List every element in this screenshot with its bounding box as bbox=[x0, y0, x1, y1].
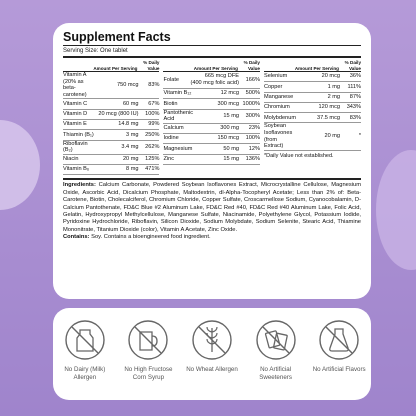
contains-text: Contains: Soy. Contains a bioengineered food ingredient. bbox=[63, 234, 211, 241]
table-row: Molybdenum 37.5 mcg 83% bbox=[264, 113, 361, 123]
table-row: Copper 1 mg 111% bbox=[264, 82, 361, 92]
facts-column-3: Amount Per Serving % Daily Value Selenium 20 mcg 36% Copper 1 mg 111% Manganese 2 mg 87% Chromium 120 mcg 343% Molybdenum 37.5 mcg 83% Soybean Isoflavones (from Extract) 20 mg * *Daily Value not established. bbox=[263, 60, 361, 159]
table-row: Thiamin (B₁) 3 mg 250% bbox=[63, 130, 159, 140]
no-hfcs-icon bbox=[126, 318, 170, 362]
table-row: Folate 665 mcg DFE (400 mcg folic acid) 166% bbox=[163, 72, 259, 89]
table-row: Pantothenic Acid 15 mg 300% bbox=[163, 109, 260, 123]
header-amount: Amount Per Serving bbox=[93, 65, 138, 71]
table-row: Calcium 300 mg 23% bbox=[163, 124, 259, 134]
table-row: Soybean Isoflavones (from Extract) 20 mg * bbox=[263, 123, 361, 150]
table-row: Vitamin E 14.8 mg 99% bbox=[63, 120, 159, 130]
table-row: Niacin 20 mg 125% bbox=[63, 155, 159, 165]
table-row: Iodine 150 mcg 100% bbox=[163, 134, 259, 144]
allergen-badges bbox=[53, 308, 371, 400]
badge-no-hfcs: No High Fructose Corn Syrup bbox=[118, 318, 178, 381]
facts-column-1 bbox=[63, 59, 159, 175]
table-row: Biotin 300 mcg 1000% bbox=[163, 99, 259, 109]
decor-blob-left bbox=[0, 120, 40, 210]
table-row: Zinc 15 mg 136% bbox=[163, 155, 259, 165]
table-row: Selenium 20 mcg 36% bbox=[264, 72, 361, 82]
table-row: Manganese 2 mg 87% bbox=[264, 93, 361, 103]
no-dairy-icon bbox=[63, 318, 107, 362]
no-flavor-icon bbox=[317, 318, 361, 362]
facts-table bbox=[63, 59, 361, 175]
badge-no-wheat: No Wheat Allergen bbox=[182, 318, 242, 374]
badge-no-dairy: No Dairy (Milk) Allergen bbox=[55, 318, 115, 381]
table-row: Vitamin B₁₂ 12 mcg 500% bbox=[163, 89, 259, 99]
facts-title: Supplement Facts bbox=[63, 30, 361, 46]
supplement-facts-panel bbox=[53, 23, 371, 299]
dv-note: *Daily Value not established. bbox=[263, 152, 334, 159]
facts-column-2: Amount Per Serving % Daily Value Folate 665 mcg DFE (400 mcg folic acid) 166% Vitamin B₁₂ 12 mcg 500% Biotin 300 mcg 1000% Pantothenic Acid 15 mg 300% Calcium 300 mg 23% Iodine 150 mcg 100% Magnesium 50 mg 12% Zinc 15 mg 136% bbox=[163, 59, 259, 175]
table-row: Vitamin D 20 mcg (800 IU) 100% bbox=[63, 110, 159, 120]
header-dv: % Daily Value bbox=[143, 60, 160, 71]
no-sweetener-icon bbox=[254, 318, 298, 362]
table-row: Chromium 120 mcg 343% bbox=[264, 103, 361, 113]
table-row: Vitamin C 60 mg 67% bbox=[63, 99, 159, 109]
table-row: Vitamin B₆ 8 mg 471% bbox=[63, 165, 159, 175]
table-row: Vitamin A (20% as beta-carotene) 750 mcg 83% bbox=[63, 72, 160, 98]
serving-size: Serving Size: One tablet bbox=[63, 47, 361, 58]
decor-blob-right bbox=[376, 150, 416, 270]
table-row: Magnesium 50 mg 12% bbox=[163, 144, 259, 154]
ingredients-text: Ingredients: Calcium Carbonate, Powdered Soybean Isoflavones Extract, Microcrystalline Cellulose, Magnesium Oxide, Ascorbic Acid, Dicalcium Phosphate, Maltodextrin, dl-Alpha-Tocopheryl Acetate; Less than 2% of: Beta-Carotene, Biotin, Cholecalciferol, Chromium Chloride, Copper Sulfate, Croscarmellose Sodium, Cyanocobalamin, D-Calcium Pantothenate, FD&C Blue #2 Aluminum Lake, FD&C Red #40, FD&C Red #40 Aluminum Lake, Folic Acid, Gelatin, Hydroxypropyl Methylcellulose, Manganese Sulfate, Niacinamide, Polyethylene Glycol, Potassium Iodide, Pyridoxine Hydrochloride, Riboflavin, Silicon Dioxide, Sodium Molybdate, Sodium Selenite, Stearic Acid, Thiamine Mononitrate, Titanium Dioxide (color), Vitamin A Acetate, Zinc Oxide. bbox=[63, 178, 361, 234]
badge-no-flavor: No Artificial Flavors bbox=[309, 318, 369, 374]
table-row: Riboflavin (B₂) 3.4 mg 262% bbox=[63, 140, 160, 154]
badge-no-sweetener: No Artificial Sweeteners bbox=[246, 318, 306, 381]
no-wheat-icon bbox=[190, 318, 234, 362]
